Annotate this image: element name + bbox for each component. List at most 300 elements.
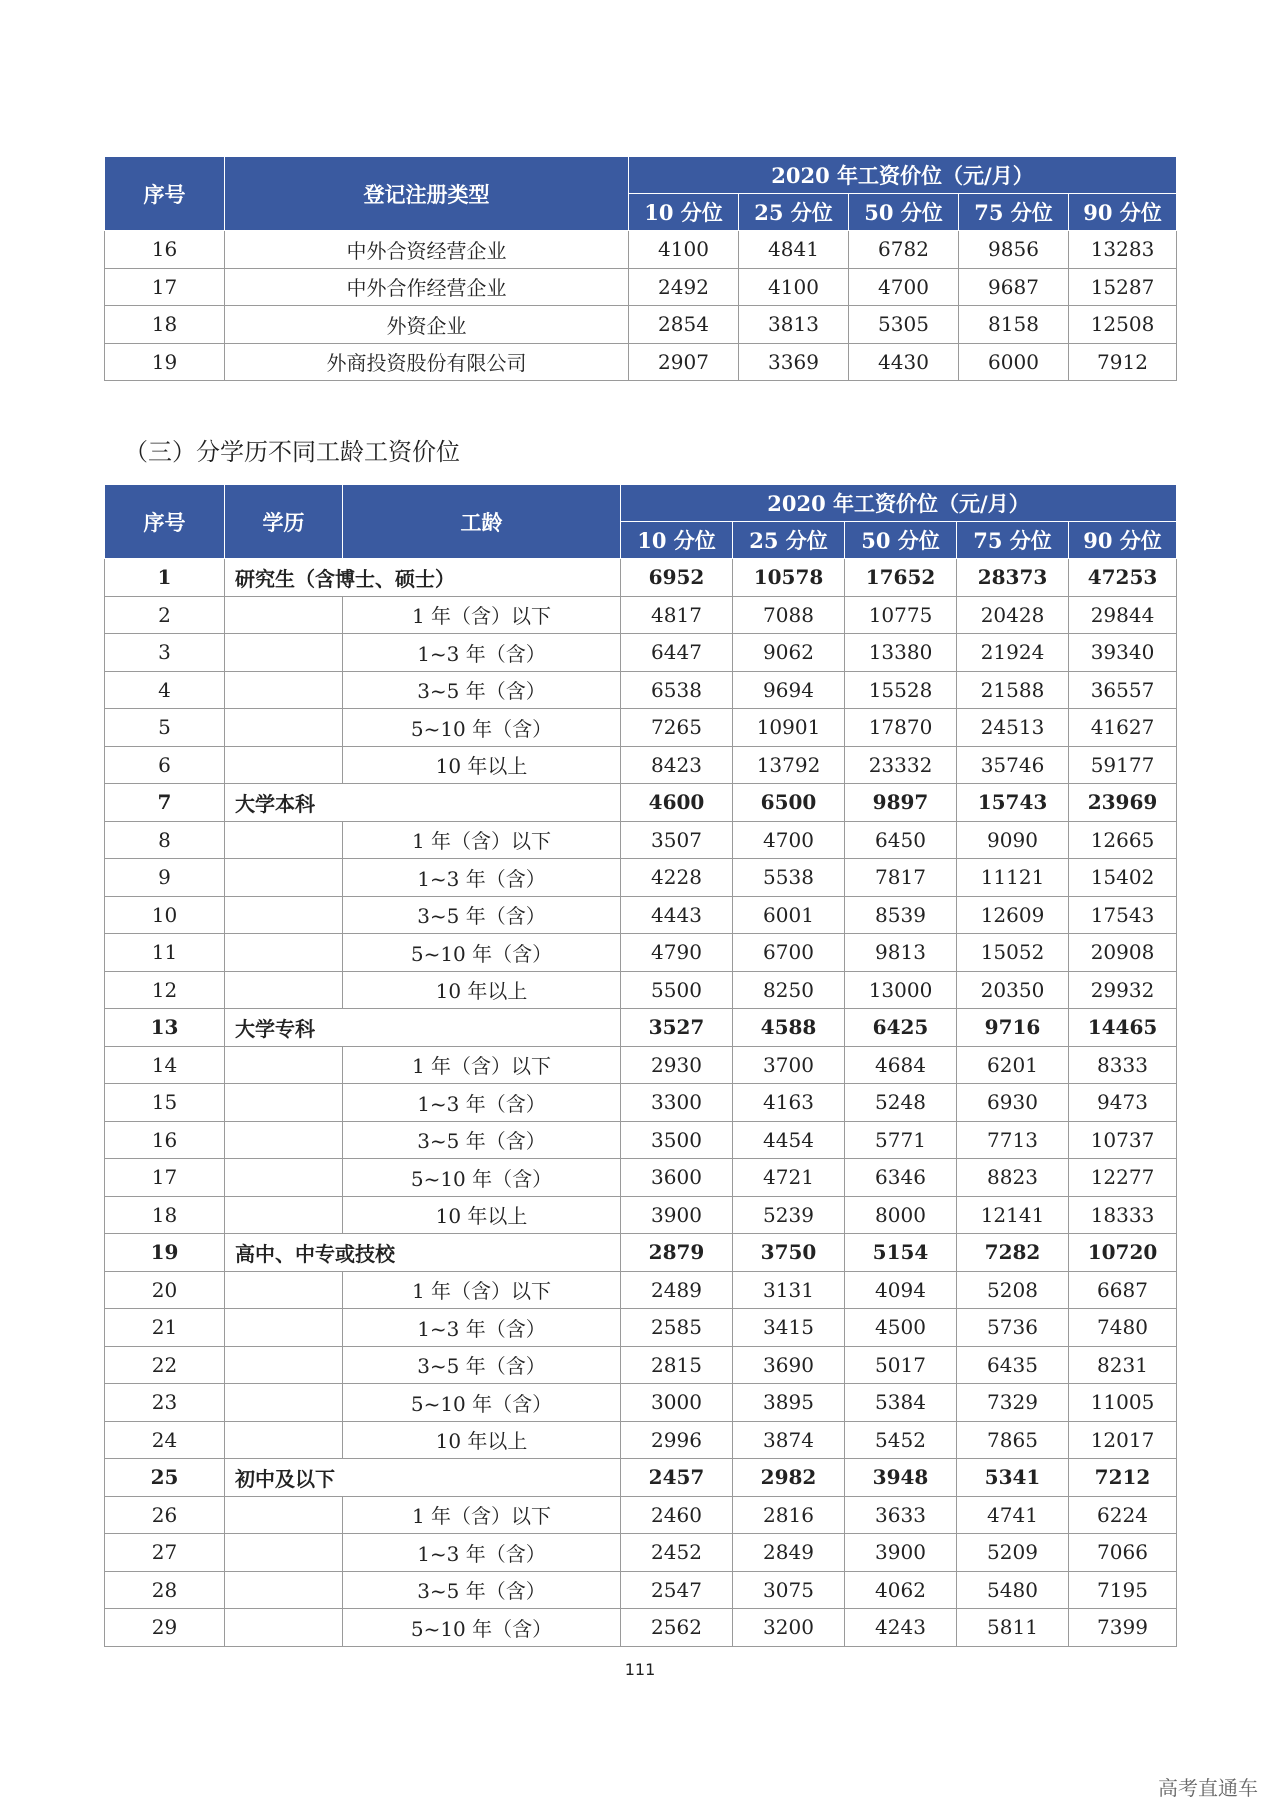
salary-value: 23969 [1069,784,1177,822]
salary-value: 24513 [957,709,1069,747]
row-no: 16 [105,1121,225,1159]
salary-value: 11121 [957,859,1069,897]
row-no: 9 [105,859,225,897]
salary-value: 20350 [957,971,1069,1009]
salary-value: 3507 [621,821,733,859]
salary-value: 4163 [733,1084,845,1122]
work-years: 10 年以上 [343,746,621,784]
salary-value: 6001 [733,896,845,934]
education-level [225,1384,343,1422]
salary-value: 15052 [957,934,1069,972]
education-group-row [105,1009,1177,1047]
salary-value: 29932 [1069,971,1177,1009]
table-row [105,1496,1177,1534]
salary-value: 4454 [733,1121,845,1159]
salary-value: 2815 [621,1346,733,1384]
header-salary-group: 2020 年工资价位（元/月） [629,157,1177,194]
header-percentile: 50 分位 [849,194,959,231]
row-no: 20 [105,1271,225,1309]
table-row [105,1421,1177,1459]
salary-value: 6700 [733,934,845,972]
salary-value: 7713 [957,1121,1069,1159]
salary-value: 2460 [621,1496,733,1534]
salary-value: 2854 [629,306,739,344]
row-no: 15 [105,1084,225,1122]
salary-value: 3200 [733,1609,845,1647]
salary-value: 5305 [849,306,959,344]
salary-value: 2562 [621,1609,733,1647]
salary-value: 2982 [733,1459,845,1497]
work-years: 1~3 年（含） [343,1309,621,1347]
row-no: 1 [105,559,225,597]
salary-value: 8423 [621,746,733,784]
salary-value: 7480 [1069,1309,1177,1347]
section-title: （三）分学历不同工龄工资价位 [124,438,460,466]
salary-value: 4443 [621,896,733,934]
header-percentile: 25 分位 [739,194,849,231]
salary-value: 29844 [1069,596,1177,634]
table-row [105,306,1177,344]
salary-value: 17870 [845,709,957,747]
row-no: 21 [105,1309,225,1347]
salary-value: 2452 [621,1534,733,1572]
education-level [225,1121,343,1159]
education-level [225,1084,343,1122]
table-row [105,1159,1177,1197]
salary-value: 17652 [845,559,957,597]
table-row [105,634,1177,672]
salary-value: 5154 [845,1234,957,1272]
salary-value: 7399 [1069,1609,1177,1647]
work-years: 3~5 年（含） [343,1346,621,1384]
salary-value: 3527 [621,1009,733,1047]
education-level [225,1159,343,1197]
salary-value: 5538 [733,859,845,897]
row-no: 10 [105,896,225,934]
salary-value: 13380 [845,634,957,672]
salary-value: 18333 [1069,1196,1177,1234]
salary-value: 9090 [957,821,1069,859]
salary-by-registration-type-table [104,156,1177,381]
salary-value: 12017 [1069,1421,1177,1459]
table-row [105,1571,1177,1609]
row-no: 18 [105,1196,225,1234]
education-level [225,971,343,1009]
row-no: 22 [105,1346,225,1384]
salary-value: 7088 [733,596,845,634]
header-percentile: 25 分位 [733,522,845,559]
salary-value: 9897 [845,784,957,822]
salary-value: 7195 [1069,1571,1177,1609]
salary-value: 3600 [621,1159,733,1197]
header-percentile: 90 分位 [1069,194,1177,231]
salary-value: 3948 [845,1459,957,1497]
salary-value: 2492 [629,268,739,306]
row-no: 6 [105,746,225,784]
salary-value: 8539 [845,896,957,934]
salary-by-education-experience-table [104,484,1177,1647]
salary-value: 8000 [845,1196,957,1234]
salary-value: 3300 [621,1084,733,1122]
table-row [105,934,1177,972]
row-no: 14 [105,1046,225,1084]
row-no: 28 [105,1571,225,1609]
salary-value: 15743 [957,784,1069,822]
salary-value: 41627 [1069,709,1177,747]
salary-value: 8333 [1069,1046,1177,1084]
row-no: 27 [105,1534,225,1572]
education-level: 初中及以下 [225,1459,621,1497]
salary-value: 7282 [957,1234,1069,1272]
salary-value: 7817 [845,859,957,897]
salary-value: 8158 [959,306,1069,344]
header-percentile: 10 分位 [621,522,733,559]
row-no: 17 [105,1159,225,1197]
salary-value: 3900 [845,1534,957,1572]
salary-value: 10901 [733,709,845,747]
salary-value: 6952 [621,559,733,597]
salary-value: 4243 [845,1609,957,1647]
salary-value: 47253 [1069,559,1177,597]
header-salary-group: 2020 年工资价位（元/月） [621,485,1177,522]
salary-value: 3895 [733,1384,845,1422]
salary-value: 8250 [733,971,845,1009]
salary-value: 13792 [733,746,845,784]
education-level [225,1571,343,1609]
salary-value: 6538 [621,671,733,709]
header-no: 序号 [105,485,225,559]
education-level [225,859,343,897]
salary-value: 8823 [957,1159,1069,1197]
education-group-row [105,784,1177,822]
work-years: 3~5 年（含） [343,896,621,934]
table-row [105,1196,1177,1234]
row-no: 17 [105,268,225,306]
salary-value: 4100 [739,268,849,306]
education-level [225,821,343,859]
salary-value: 7912 [1069,343,1177,381]
table-row [105,268,1177,306]
row-no: 26 [105,1496,225,1534]
salary-value: 9687 [959,268,1069,306]
salary-value: 5500 [621,971,733,1009]
work-years: 1~3 年（含） [343,634,621,672]
header-work-years: 工龄 [343,485,621,559]
salary-value: 2849 [733,1534,845,1572]
salary-value: 2879 [621,1234,733,1272]
row-no: 19 [105,1234,225,1272]
header-percentile: 10 分位 [629,194,739,231]
salary-value: 2996 [621,1421,733,1459]
salary-value: 6224 [1069,1496,1177,1534]
salary-value: 15287 [1069,268,1177,306]
education-group-row [105,1459,1177,1497]
table-row [105,971,1177,1009]
row-no: 29 [105,1609,225,1647]
salary-value: 6425 [845,1009,957,1047]
row-no: 18 [105,306,225,344]
row-no: 2 [105,596,225,634]
salary-value: 7212 [1069,1459,1177,1497]
salary-value: 4684 [845,1046,957,1084]
salary-value: 7865 [957,1421,1069,1459]
table-row [105,1084,1177,1122]
salary-value: 3690 [733,1346,845,1384]
salary-value: 7265 [621,709,733,747]
education-level [225,1271,343,1309]
row-no: 8 [105,821,225,859]
page-number: 111 [624,1660,656,1679]
salary-value: 6435 [957,1346,1069,1384]
salary-value: 4100 [629,231,739,269]
salary-value: 6447 [621,634,733,672]
salary-value: 13000 [845,971,957,1009]
salary-value: 6930 [957,1084,1069,1122]
table-row [105,596,1177,634]
registration-type: 外资企业 [225,306,629,344]
education-level [225,596,343,634]
row-no: 19 [105,343,225,381]
salary-value: 6687 [1069,1271,1177,1309]
row-no: 25 [105,1459,225,1497]
salary-value: 3415 [733,1309,845,1347]
header-no: 序号 [105,157,225,231]
salary-value: 5771 [845,1121,957,1159]
salary-value: 15528 [845,671,957,709]
salary-value: 4588 [733,1009,845,1047]
header-education: 学历 [225,485,343,559]
salary-value: 3369 [739,343,849,381]
salary-value: 2489 [621,1271,733,1309]
salary-value: 12609 [957,896,1069,934]
salary-value: 6782 [849,231,959,269]
table-row [105,671,1177,709]
education-level [225,1496,343,1534]
salary-value: 7066 [1069,1534,1177,1572]
education-level [225,934,343,972]
header-percentile: 75 分位 [957,522,1069,559]
education-level [225,634,343,672]
salary-value: 4700 [733,821,845,859]
table-row [105,821,1177,859]
salary-value: 10737 [1069,1121,1177,1159]
salary-value: 3700 [733,1046,845,1084]
work-years: 1 年（含）以下 [343,596,621,634]
table-row [105,709,1177,747]
salary-value: 5384 [845,1384,957,1422]
salary-value: 6450 [845,821,957,859]
education-level [225,1609,343,1647]
salary-value: 21588 [957,671,1069,709]
work-years: 3~5 年（含） [343,1121,621,1159]
header-registration-type: 登记注册类型 [225,157,629,231]
table-row [105,343,1177,381]
salary-value: 3131 [733,1271,845,1309]
salary-value: 5452 [845,1421,957,1459]
table-row [105,1309,1177,1347]
work-years: 5~10 年（含） [343,1159,621,1197]
table-row [105,231,1177,269]
header-percentile: 50 分位 [845,522,957,559]
salary-value: 9716 [957,1009,1069,1047]
salary-value: 3813 [739,306,849,344]
table-row [105,1346,1177,1384]
row-no: 24 [105,1421,225,1459]
row-no: 23 [105,1384,225,1422]
table-row [105,746,1177,784]
salary-value: 9062 [733,634,845,672]
work-years: 1~3 年（含） [343,1534,621,1572]
salary-value: 14465 [1069,1009,1177,1047]
table-row [105,1384,1177,1422]
salary-value: 2907 [629,343,739,381]
table-row [105,1121,1177,1159]
salary-value: 10720 [1069,1234,1177,1272]
salary-value: 4228 [621,859,733,897]
salary-value: 4500 [845,1309,957,1347]
salary-value: 59177 [1069,746,1177,784]
education-level [225,1421,343,1459]
salary-value: 4430 [849,343,959,381]
work-years: 5~10 年（含） [343,1609,621,1647]
salary-value: 5480 [957,1571,1069,1609]
row-no: 13 [105,1009,225,1047]
salary-value: 3500 [621,1121,733,1159]
salary-value: 5341 [957,1459,1069,1497]
table-row [105,1534,1177,1572]
header-percentile: 75 分位 [959,194,1069,231]
salary-value: 8231 [1069,1346,1177,1384]
salary-value: 4741 [957,1496,1069,1534]
work-years: 5~10 年（含） [343,709,621,747]
salary-value: 4721 [733,1159,845,1197]
salary-value: 5736 [957,1309,1069,1347]
watermark: 高考直通车 [1158,1776,1258,1800]
salary-value: 12508 [1069,306,1177,344]
education-group-row [105,559,1177,597]
salary-value: 23332 [845,746,957,784]
salary-value: 5248 [845,1084,957,1122]
work-years: 10 年以上 [343,1196,621,1234]
education-level [225,1196,343,1234]
salary-value: 21924 [957,634,1069,672]
salary-value: 39340 [1069,634,1177,672]
salary-value: 3000 [621,1384,733,1422]
salary-value: 7329 [957,1384,1069,1422]
salary-value: 6000 [959,343,1069,381]
education-level [225,1046,343,1084]
row-no: 4 [105,671,225,709]
salary-value: 17543 [1069,896,1177,934]
salary-value: 3075 [733,1571,845,1609]
work-years: 1 年（含）以下 [343,1271,621,1309]
table-row [105,896,1177,934]
salary-value: 11005 [1069,1384,1177,1422]
salary-value: 9813 [845,934,957,972]
salary-value: 4062 [845,1571,957,1609]
salary-value: 3874 [733,1421,845,1459]
work-years: 1~3 年（含） [343,1084,621,1122]
education-level [225,709,343,747]
education-level [225,671,343,709]
salary-value: 5811 [957,1609,1069,1647]
row-no: 3 [105,634,225,672]
salary-value: 4700 [849,268,959,306]
salary-value: 3633 [845,1496,957,1534]
row-no: 16 [105,231,225,269]
work-years: 3~5 年（含） [343,671,621,709]
salary-value: 35746 [957,746,1069,784]
work-years: 5~10 年（含） [343,1384,621,1422]
salary-value: 2457 [621,1459,733,1497]
salary-value: 5208 [957,1271,1069,1309]
education-level [225,1309,343,1347]
education-level [225,746,343,784]
salary-value: 20908 [1069,934,1177,972]
work-years: 1~3 年（含） [343,859,621,897]
salary-value: 5209 [957,1534,1069,1572]
salary-value: 20428 [957,596,1069,634]
education-level: 研究生（含博士、硕士） [225,559,621,597]
table-row [105,859,1177,897]
salary-value: 5017 [845,1346,957,1384]
work-years: 5~10 年（含） [343,934,621,972]
registration-type: 中外合资经营企业 [225,231,629,269]
education-level: 大学专科 [225,1009,621,1047]
salary-value: 28373 [957,559,1069,597]
registration-type: 中外合作经营企业 [225,268,629,306]
salary-value: 2547 [621,1571,733,1609]
salary-value: 12277 [1069,1159,1177,1197]
salary-value: 15402 [1069,859,1177,897]
table-row [105,1609,1177,1647]
salary-value: 2585 [621,1309,733,1347]
salary-value: 12141 [957,1196,1069,1234]
work-years: 1 年（含）以下 [343,1496,621,1534]
education-level [225,1534,343,1572]
row-no: 12 [105,971,225,1009]
salary-value: 36557 [1069,671,1177,709]
work-years: 10 年以上 [343,1421,621,1459]
table-row [105,1271,1177,1309]
education-level [225,896,343,934]
salary-value: 13283 [1069,231,1177,269]
work-years: 1 年（含）以下 [343,1046,621,1084]
salary-value: 12665 [1069,821,1177,859]
header-percentile: 90 分位 [1069,522,1177,559]
salary-value: 6201 [957,1046,1069,1084]
salary-value: 4790 [621,934,733,972]
salary-value: 9694 [733,671,845,709]
salary-value: 6500 [733,784,845,822]
registration-type: 外商投资股份有限公司 [225,343,629,381]
education-level [225,1346,343,1384]
salary-value: 9473 [1069,1084,1177,1122]
salary-value: 2816 [733,1496,845,1534]
salary-value: 3750 [733,1234,845,1272]
salary-value: 2930 [621,1046,733,1084]
work-years: 10 年以上 [343,971,621,1009]
table-row [105,1046,1177,1084]
education-level: 高中、中专或技校 [225,1234,621,1272]
salary-value: 4600 [621,784,733,822]
salary-value: 10578 [733,559,845,597]
work-years: 3~5 年（含） [343,1571,621,1609]
work-years: 1 年（含）以下 [343,821,621,859]
salary-value: 5239 [733,1196,845,1234]
salary-value: 4817 [621,596,733,634]
salary-value: 6346 [845,1159,957,1197]
